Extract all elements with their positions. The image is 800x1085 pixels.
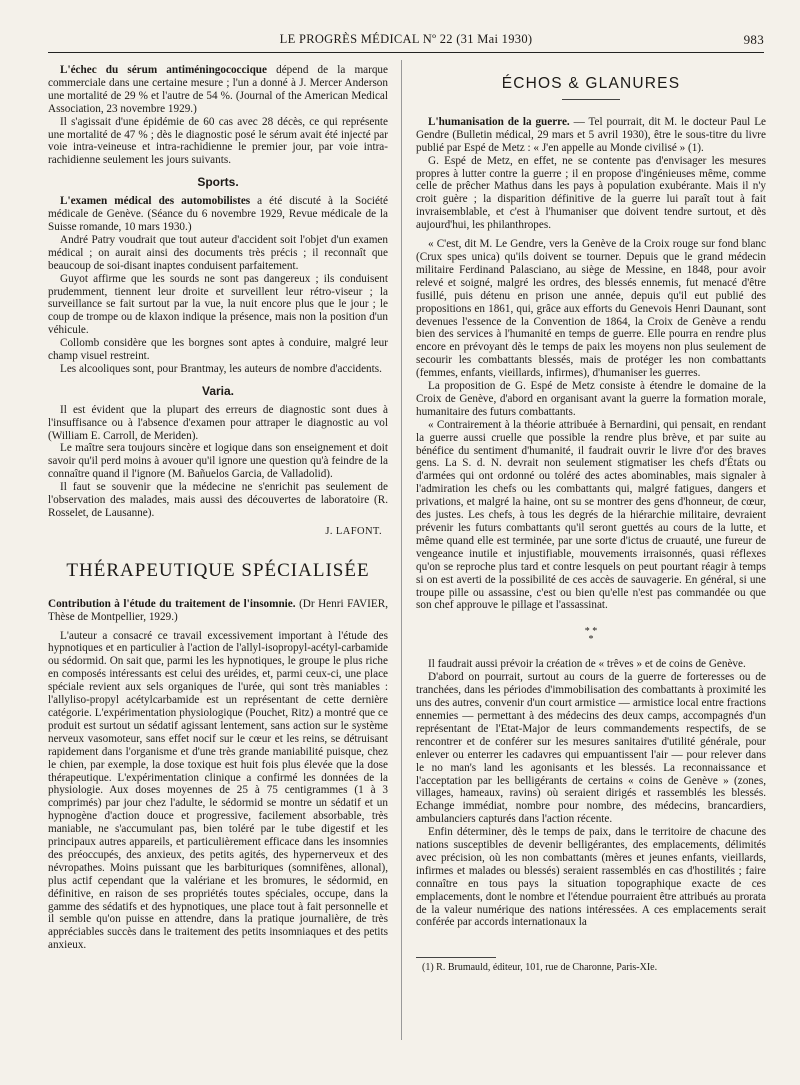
paragraph: André Patry voudrait que tout auteur d'accident soit l'objet d'un examen médical ; on aurait ainsi des documents très précis ; il reconnaît que beaucoup de soi-disant inaptes conduisent parfaitement.: [48, 233, 388, 272]
article-lead: Contribution à l'étude du traitement de l'insomnie.: [48, 597, 296, 610]
article-text: dépend de la marque commerciale dans une certaine mesure ; l'un a donné à J. Mercer Anderson une mortalité de 29 % et l'autre de 54 %. (Journal of the American Medical Association, 23 novembre 1929.): [48, 64, 388, 115]
paragraph: Il faudrait aussi prévoir la création de « trêves » et de coins de Genève.: [428, 658, 746, 671]
section-heading-sports: Sports.: [197, 175, 239, 190]
paragraph: G. Espé de Metz, en effet, ne se contente pas d'envisager les mesures propres à lutter contre la guerre ; il en propose d'ingénieuses même, comme celle de prêcher Mathus dans les pays à population exubérante. Mais il n'y croit guère ; la disparition définitive de la guerre lui paraît tout à fait invraisemblable, et c'est à l'humaniser que doivent tendre surtout, et dès aujourd'hui, les philanthropes.: [416, 154, 766, 232]
paragraph: « Contrairement à la théorie attribuée à Bernardini, qui pensait, en rendant la guerre aussi cruelle que possible la rendre plus brève, et par suite au bénéfice du sentiment d'humanité, il faudrait ouvrir le livre d'or des braves gens. La S. d. N. devrait non seulement stigmatiser les chefs d'États ou d'armées qui ont ordonné ou toléré des actes abominables, mais signaler à l'admiration les chefs ou les combattants qui, malgré fatigues, dangers et privations, et malgré la haine, ont su se montrer des gens d'honneur, de cœur, des justes. Les chefs, à tous les degrés de la hiérarchie militaire, devraient prévenir les futurs combattants qu'il seront guettés au cours de la lutte, et même quand elle est terminée, par une sorte d'ictus de cruauté, une fureur de vengeance inutile et injustifiable, mouvements irraisonnés, quasi réflexes qu'on se reproche plus tard et contre lesquels on peut pourtant réagir à temps si on est averti de la possibilité de ces accès de sauvagerie. En général, si une troupe pille ou assassine, c'est ou bien qu'elle n'est pas commandée ou que son chef approuve le pillage et l'assassinat.: [416, 418, 766, 612]
paragraph: « C'est, dit M. Le Gendre, vers la Genève de la Croix rouge sur fond blanc (Crux spes unica) qu'ils doivent se tourner. Depuis que le grand médecin militaire Ferdinand Palasciano, au siège de Messine, en 1848, pour avoir relevé et soigné, malgré les ordres, des blessés ennemis, fut menacé d'être fusillé, puis détenu en prison une année, depuis qu'il eut publié des propositions en 1861, qui, grâce aux efforts du Genevois Henri Daunant, sont devenues l'essence de la Convention de 1864, la Croix de Genève a rendu bien des services à l'humanité en temps de guerre. Elle pourra en rendre plus encore en prévoyant dès le temps de paix les moyens non plus seulement de secourir les combattants blessés, mais de protéger les non combattants (femmes, enfants, vieillards, infirmes), d'humaniser les guerres.: [416, 238, 766, 380]
paragraph: Il s'agissait d'une épidémie de 60 cas avec 28 décès, ce qui représente une mortalité de 47 % ; dès le diagnostic posé le sérum avait été injecté par voie intra-veineuse et intra-rachidienne le premier jour, par voie intra-rachidienne seulement les jours suivants.: [48, 115, 388, 167]
section-heading-echos: ÉCHOS & GLANURES: [501, 75, 681, 92]
section-heading-therapeutique: THÉRAPEUTIQUE SPÉCIALISÉE: [66, 559, 370, 581]
paragraph: Enfin déterminer, dès le temps de paix, dans le territoire de chacune des nations susceptibles de devenir belligérantes, des emplacements, délimités avec précision, où les non combattants (mères et jeunes enfants, vieillards, infirmes et malades ou blessés) seraient rassemblés en cas d'hostilités ; faire connaître en tous pays la situation topographique exacte de ces emplacements, dont le nombre et l'étendue pourraient être attribués au prorata de la valeur numérique des nations intéressées. A ces emplacements serait conférée par accords internationaux la: [416, 826, 766, 929]
paragraph: Collomb considère que les borgnes sont aptes à conduire, malgré leur champ visuel restreint.: [48, 337, 388, 363]
paragraph: La proposition de G. Espé de Metz consiste à étendre le domaine de la Croix de Genève, d'abord en organisant avant la guerre la formation morale, humanitaire des futurs combattants.: [416, 380, 766, 418]
paragraph: [48, 64, 388, 116]
section-stars: * * *: [584, 626, 598, 646]
paragraph: [48, 598, 388, 624]
paragraph: [48, 195, 388, 234]
running-head: [48, 32, 764, 48]
paragraph: Le maître sera toujours sincère et logique dans son enseignement et doit savoir qu'il perd moins à avouer qu'il ignore une question qu'à feindre de la connaître quand il l'ignore (M. Bañuelos Garcia, de Valladolid).: [48, 442, 388, 481]
section-heading-varia: Varia.: [201, 383, 235, 398]
article-lead: L'échec du sérum antiméningococcique: [60, 64, 267, 76]
paragraph: Il faut se souvenir que la médecine ne s'enrichit pas seulement de l'observation des malades, mais aussi des découvertes de laboratoire (R. Rosselet, de Lausanne).: [48, 481, 388, 519]
left-column: [48, 64, 388, 952]
article-text: a été discuté à la Société médicale de Genève. (Séance du 6 novembre 1929, Revue médicale de la Suisse romande, 10 mars 1930.): [48, 195, 388, 233]
page-number: 983: [743, 32, 764, 47]
paragraph: L'auteur a consacré ce travail excessivement important à l'étude des hypnotiques et en particulier à l'action de l'allyl-isopropyl-acétyl-carbamide ou sédormid. On sait que, parmi les les hypnotiques, le groupe le plus riche en composés intéressants est celui des uréides, et, parmi ceux-ci, une place spéciale revient aux sels organiques de l'urée, qui sont très maniables : l'allyliso-propyl acétylcarbamide est un représentant de cette dernière catégorie. L'expérimentation physiologique (Pouchet, Ritz) a montré que ce produit est surtout un sédatif agissant lentement, sans action sur le système nerveux vasomoteur, sans effet nocif sur le cœur et les reins, se détruisant rapidement dans l'organisme et d'une très grande maniabilité puisque, chez le chien, par exemple, la dose toxique est huit fois plus élevée que la dose thérapeutique. L'expérimentation clinique a confirmé les données de la physiologie. Aux doses moyennes de 25 à 75 centigrammes (1 à 3 comprimés) par jour chez l'adulte, le sédormid se montre un sédatif et un hypnogène d'action douce et progressive, facilement absorbable, très maniable, ne s'accumulant pas, bien toléré par le tube digestif et les principaux autres appareils, et particulièrement efficace dans les insomnies des préoccupés, des anxieux, des petits agités, des hypernerveux et des névropathes. Moins puissant que les barbituriques (somnifènes, allonal), plus actif cependant que la valériane et les bromures, le sédormid, en définitive, en raison de ses propriétés toutes spéciales, occupe, dans la gamme des sédatifs et des hypnotiques, une place tout à fait personnelle et il semble qu'on puisse en attendre, dans la pratique journalière, de très appréciables succès dans le traitement des petits insomniaques et des petits anxieux.: [48, 629, 388, 952]
paragraph: D'abord on pourrait, surtout au cours de la guerre de forteresses ou de tranchées, dans les périodes d'immobilisation des combattants à proximité les uns des autres, convenir d'un court armistice — armistice local entre fractions ennemies — permettant à des médecins des deux camps, accompagnés d'un représentant de l'Etat-Major de leurs commandements respectifs, de se rencontrer et de conférer sur les mesures sanitaires d'utilité générale, pour enlever ou enterrer les cadavres qui empuantissent l'air — pour relever dans le no man's land les agonisants et les blessés. La reconnaissance et l'acceptation par les belligérants de certains « coins de Genève » (zones, villages, hameaux, ravins) où seraient dirigés et rassemblés les blessés. Echange immédiat, nombre pour nombre, des médecins, brancardiers, ambulanciers capturés dans l'action récente.: [416, 671, 766, 826]
header-rule: [48, 52, 764, 53]
heading-rule: [562, 99, 620, 100]
paragraph: [416, 116, 766, 155]
article-lead: L'examen médical des automobilistes: [60, 195, 251, 208]
footnote-rule: [416, 957, 496, 958]
article-text: (Dr Henri FAVIER, Thèse de Montpellier, 1929.): [48, 597, 388, 623]
right-column: [416, 64, 766, 975]
paragraph: Les alcooliques sont, pour Brantmay, les auteurs de nombre d'accidents.: [60, 362, 382, 375]
column-divider: [401, 60, 402, 1040]
paragraph: Il est évident que la plupart des erreurs de diagnostic sont dues à l'insuffisance ou à l'absence d'examen pour attraper le diagnostic au vol (William E. Carroll, de Meriden).: [48, 403, 388, 442]
journal-title: LE PROGRÈS MÉDICAL Nº 22 (31 Mai 1930): [279, 32, 533, 46]
article-text: — Tel pourrait, dit M. le docteur Paul Le Gendre (Bulletin médical, 29 mars et 5 avril 1930), être le sous-titre du livre publié par Espé de Metz : « J'en appelle au Monde civilisé » (1).: [416, 115, 766, 154]
paragraph: Guyot affirme que les sourds ne sont pas dangereux ; ils conduisent prudemment, tiennent leur droite et surveillent leur rétro-viseur ; la surveillance se fait surtout par la vue, la nuit encore plus que le jour ; le coup de trompe ou de klaxon indique la présence, mais non la position d'un véhicule.: [48, 272, 388, 337]
article-lead: L'humanisation de la guerre.: [428, 115, 570, 128]
author-signature: J. LAFONT.: [325, 525, 382, 537]
footnote: (1) R. Brumauld, éditeur, 101, rue de Charonne, Paris-XIe.: [422, 962, 658, 974]
